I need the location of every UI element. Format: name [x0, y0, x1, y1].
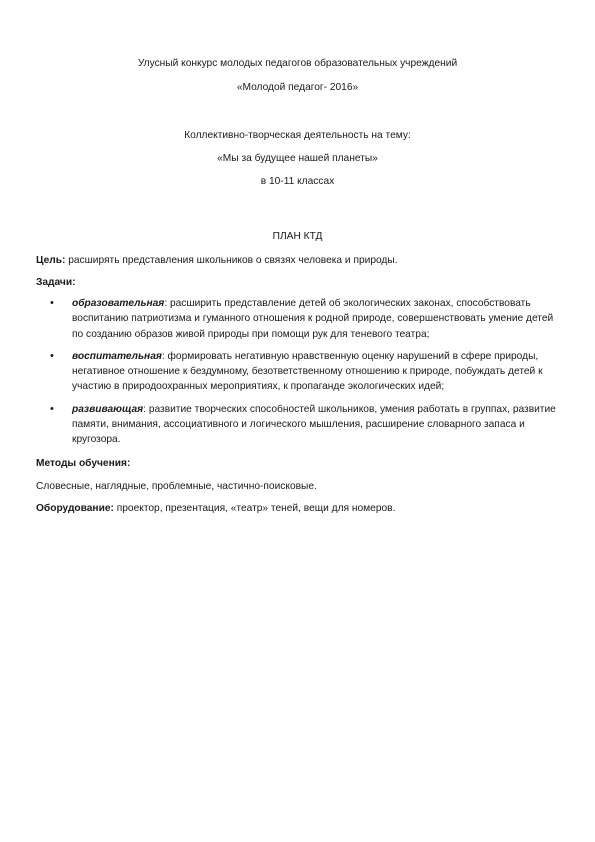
- activity-grades: в 10-11 классах: [260, 176, 335, 187]
- plan-title: ПЛАН КТД: [272, 231, 323, 242]
- task-text: : развитие творческих способностей школьников, умения работать в группах, развитие памяти, внимания, ассоциативного и логического мышления, расширение словарного запаса и кругозора.: [72, 403, 556, 446]
- list-item: [36, 402, 556, 448]
- task-name: развивающая: [72, 403, 144, 415]
- bullet-icon: •: [50, 402, 54, 415]
- equipment-paragraph: [36, 501, 556, 516]
- list-item: [36, 349, 556, 395]
- task-name: воспитательная: [72, 350, 162, 362]
- list-item: [36, 296, 556, 342]
- bullet-icon: •: [50, 297, 54, 309]
- task-text: : формировать негативную нравственную оценку нарушений в сфере природы, негативное отношение к бездумному, безответственному отношению к природе, побуждать детей к участию в природоохранных мероприятиях, к пропаганде экологических идей;: [72, 350, 543, 393]
- activity-heading: Коллективно-творческая деятельность на тему:: [184, 130, 411, 141]
- goal-text: расширять представления школьников о связях человека и природы.: [65, 255, 398, 266]
- bullet-icon: •: [50, 349, 54, 362]
- contest-title: Улусный конкурс молодых педагогов образовательных учреждений: [137, 58, 458, 69]
- goal-paragraph: [36, 253, 556, 268]
- goal-label: Цель:: [36, 255, 66, 266]
- activity-topic: «Мы за будущее нашей планеты»: [217, 153, 378, 164]
- task-text: : расширить представление детей об экологических законах, способствовать воспитанию патриотизма и гуманного отношения к родной природе, совершенствовать умение детей по созданию образов живой природы при помощи рук для теневого театра;: [72, 298, 554, 340]
- tasks-label: Задачи:: [36, 277, 76, 288]
- contest-name: «Молодой педагог- 2016»: [236, 82, 359, 93]
- methods-label: Методы обучения:: [36, 458, 131, 469]
- methods-text: Словесные, наглядные, проблемные, частично-поисковые.: [36, 481, 317, 492]
- tasks-list: [36, 296, 556, 455]
- equipment-label: Оборудование:: [36, 503, 114, 514]
- equipment-text: проектор, презентация, «театр» теней, вещи для номеров.: [113, 503, 396, 514]
- task-name: образовательная: [72, 298, 165, 309]
